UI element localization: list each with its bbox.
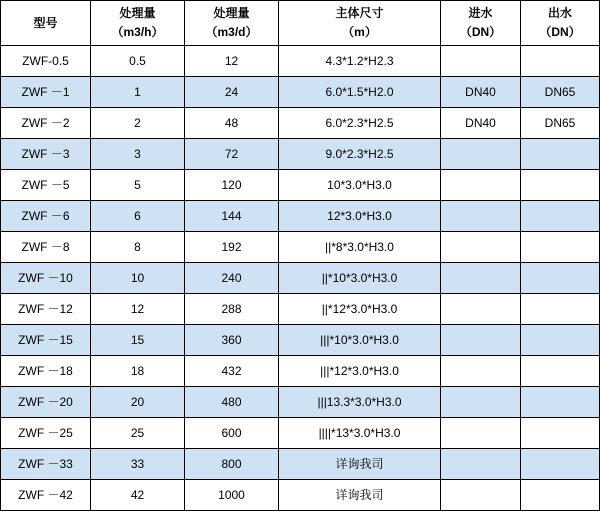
cell-dimensions: 12*3.0*H3.0 xyxy=(279,201,441,232)
cell-dimensions: ||||*13*3.0*H3.0 xyxy=(279,418,441,449)
cell-dimensions: 10*3.0*H3.0 xyxy=(279,170,441,201)
cell-dimensions: |||*10*3.0*H3.0 xyxy=(279,325,441,356)
cell-dimensions: 4.3*1.2*H2.3 xyxy=(279,46,441,77)
cell-outlet: DN65 xyxy=(521,108,600,139)
cell-dimensions: 6.0*2.3*H2.5 xyxy=(279,108,441,139)
cell-dimensions: ||*10*3.0*H3.0 xyxy=(279,263,441,294)
cell-flow-daily: 1000 xyxy=(185,480,279,511)
cell-model: ZWF －6 xyxy=(1,201,91,232)
cell-flow-hourly: 12 xyxy=(91,294,185,325)
cell-model: ZWF －25 xyxy=(1,418,91,449)
cell-inlet xyxy=(441,46,521,77)
cell-dimensions: ||*8*3.0*H3.0 xyxy=(279,232,441,263)
cell-model: ZWF －20 xyxy=(1,387,91,418)
column-header-outlet-line1: 出水 xyxy=(547,6,572,20)
cell-model: ZWF －8 xyxy=(1,232,91,263)
table-row xyxy=(1,232,600,263)
cell-model: ZWF －12 xyxy=(1,294,91,325)
cell-flow-hourly: 15 xyxy=(91,325,185,356)
cell-flow-daily: 480 xyxy=(185,387,279,418)
cell-outlet xyxy=(521,139,600,170)
cell-model: ZWF －18 xyxy=(1,356,91,387)
cell-flow-daily: 192 xyxy=(185,232,279,263)
cell-dimensions: |||13.3*3.0*H3.0 xyxy=(279,387,441,418)
cell-flow-hourly: 0.5 xyxy=(91,46,185,77)
column-header-flow-hourly xyxy=(91,1,185,46)
table-row xyxy=(1,356,600,387)
cell-flow-daily: 48 xyxy=(185,108,279,139)
table-row xyxy=(1,294,600,325)
cell-inlet xyxy=(441,418,521,449)
column-header-flow-hourly-line1: 处理量 xyxy=(119,6,156,20)
cell-dimensions: 详询我司 xyxy=(279,449,441,480)
table-row xyxy=(1,201,600,232)
column-header-dimensions-line2: （m） xyxy=(342,25,377,39)
cell-flow-daily: 800 xyxy=(185,449,279,480)
column-header-flow-hourly-line2: （m3/h） xyxy=(111,25,164,39)
cell-dimensions: ||*12*3.0*H3.0 xyxy=(279,294,441,325)
column-header-flow-daily xyxy=(185,1,279,46)
cell-inlet: DN40 xyxy=(441,77,521,108)
cell-flow-daily: 360 xyxy=(185,325,279,356)
cell-inlet xyxy=(441,263,521,294)
cell-model: ZWF －33 xyxy=(1,449,91,480)
cell-inlet xyxy=(441,356,521,387)
column-header-inlet-line1: 进水 xyxy=(468,6,493,20)
table-row xyxy=(1,170,600,201)
cell-outlet: DN65 xyxy=(521,77,600,108)
table-header xyxy=(1,1,600,46)
cell-outlet xyxy=(521,232,600,263)
cell-model: ZWF －1 xyxy=(1,77,91,108)
column-header-dimensions xyxy=(279,1,441,46)
table-row xyxy=(1,480,600,511)
cell-inlet: DN40 xyxy=(441,108,521,139)
table-row xyxy=(1,263,600,294)
column-header-flow-daily-line2: （m3/d） xyxy=(205,25,258,39)
column-header-dimensions-line1: 主体尺寸 xyxy=(335,6,384,20)
cell-flow-daily: 12 xyxy=(185,46,279,77)
cell-outlet xyxy=(521,170,600,201)
table-row xyxy=(1,139,600,170)
cell-inlet xyxy=(441,480,521,511)
column-header-model xyxy=(1,1,91,46)
cell-inlet xyxy=(441,170,521,201)
cell-inlet xyxy=(441,449,521,480)
column-header-inlet xyxy=(441,1,521,46)
cell-flow-hourly: 20 xyxy=(91,387,185,418)
cell-inlet xyxy=(441,387,521,418)
cell-flow-daily: 72 xyxy=(185,139,279,170)
cell-inlet xyxy=(441,294,521,325)
cell-outlet xyxy=(521,418,600,449)
cell-flow-daily: 600 xyxy=(185,418,279,449)
cell-flow-daily: 120 xyxy=(185,170,279,201)
table-row xyxy=(1,449,600,480)
table-row xyxy=(1,46,600,77)
cell-flow-hourly: 8 xyxy=(91,232,185,263)
cell-flow-daily: 24 xyxy=(185,77,279,108)
cell-outlet xyxy=(521,46,600,77)
cell-flow-hourly: 25 xyxy=(91,418,185,449)
cell-model: ZWF －15 xyxy=(1,325,91,356)
cell-model: ZWF －10 xyxy=(1,263,91,294)
cell-model: ZWF －5 xyxy=(1,170,91,201)
cell-outlet xyxy=(521,387,600,418)
cell-inlet xyxy=(441,232,521,263)
cell-model: ZWF-0.5 xyxy=(1,46,91,77)
cell-flow-daily: 288 xyxy=(185,294,279,325)
table-row xyxy=(1,325,600,356)
cell-dimensions: |||*12*3.0*H3.0 xyxy=(279,356,441,387)
cell-model: ZWF －3 xyxy=(1,139,91,170)
cell-model: ZWF －42 xyxy=(1,480,91,511)
cell-inlet xyxy=(441,139,521,170)
column-header-inlet-line2: （DN） xyxy=(459,25,502,39)
cell-flow-hourly: 42 xyxy=(91,480,185,511)
cell-flow-hourly: 3 xyxy=(91,139,185,170)
table-body xyxy=(1,46,600,511)
cell-outlet xyxy=(521,201,600,232)
cell-dimensions: 9.0*2.3*H2.5 xyxy=(279,139,441,170)
table-header-row xyxy=(1,1,600,46)
cell-inlet xyxy=(441,201,521,232)
cell-flow-daily: 240 xyxy=(185,263,279,294)
cell-outlet xyxy=(521,449,600,480)
cell-dimensions: 详询我司 xyxy=(279,480,441,511)
cell-flow-hourly: 5 xyxy=(91,170,185,201)
cell-model: ZWF －2 xyxy=(1,108,91,139)
column-header-flow-daily-line1: 处理量 xyxy=(213,6,250,20)
table-row xyxy=(1,387,600,418)
cell-flow-hourly: 18 xyxy=(91,356,185,387)
cell-flow-hourly: 1 xyxy=(91,77,185,108)
column-header-outlet-line2: （DN） xyxy=(539,25,581,39)
cell-flow-daily: 144 xyxy=(185,201,279,232)
cell-dimensions: 6.0*1.5*H2.0 xyxy=(279,77,441,108)
cell-outlet xyxy=(521,294,600,325)
cell-outlet xyxy=(521,325,600,356)
cell-flow-hourly: 6 xyxy=(91,201,185,232)
cell-flow-hourly: 2 xyxy=(91,108,185,139)
column-header-outlet xyxy=(521,1,600,46)
cell-outlet xyxy=(521,480,600,511)
column-header-model-line1: 型号 xyxy=(33,15,58,30)
cell-flow-hourly: 10 xyxy=(91,263,185,294)
table-row xyxy=(1,418,600,449)
cell-flow-hourly: 33 xyxy=(91,449,185,480)
cell-flow-daily: 432 xyxy=(185,356,279,387)
cell-outlet xyxy=(521,356,600,387)
table-row xyxy=(1,77,600,108)
cell-outlet xyxy=(521,263,600,294)
cell-inlet xyxy=(441,325,521,356)
table-row xyxy=(1,108,600,139)
